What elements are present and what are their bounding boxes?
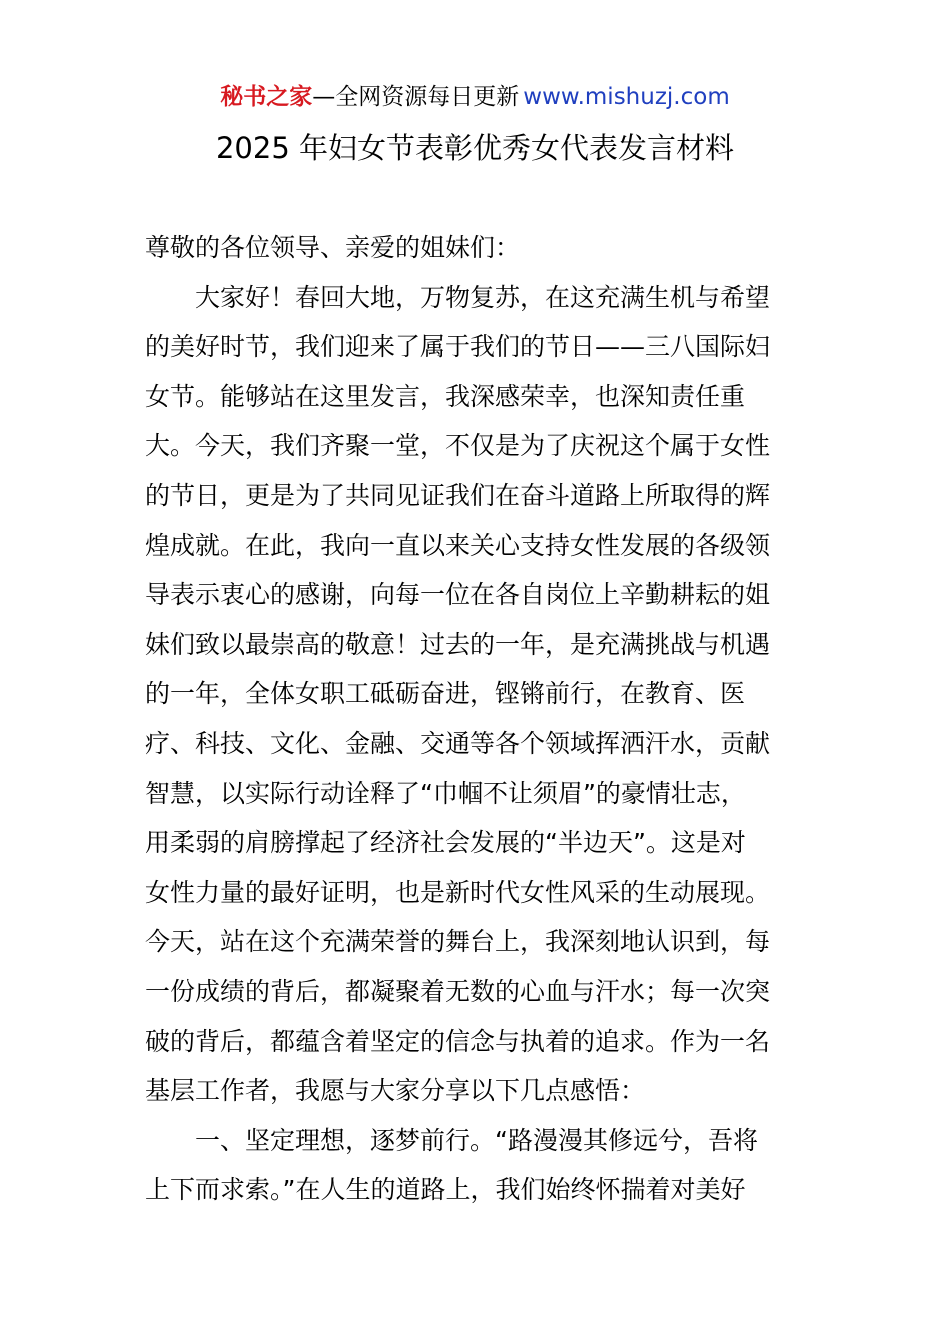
body-line: 煌成就。在此，我向一直以来关心支持女性发展的各级领 (145, 530, 771, 560)
body-line: 基层工作者，我愿与大家分享以下几点感悟： (145, 1076, 646, 1106)
body-line: 今天，站在这个充满荣誉的舞台上，我深刻地认识到，每 (145, 927, 771, 957)
body-line: 上下而求索。”在人生的道路上，我们始终怀揣着对美好 (145, 1175, 746, 1205)
body-line: 的节日，更是为了共同见证我们在奋斗道路上所取得的辉 (145, 480, 771, 510)
site-header (0, 80, 950, 114)
body-line: 一份成绩的背后，都凝聚着无数的心血与汗水；每一次突 (145, 976, 771, 1006)
body-line: 用柔弱的肩膀撑起了经济社会发展的“半边天”。这是对 (145, 828, 746, 858)
body-line: 女节。能够站在这里发言，我深感荣幸，也深知责任重 (145, 381, 746, 411)
body-line: 女性力量的最好证明，也是新时代女性风采的生动展现。 (145, 877, 771, 907)
body-line: 导表示衷心的感谢，向每一位在各自岗位上辛勤耕耘的姐 (145, 580, 771, 610)
body-line: 疗、科技、文化、金融、交通等各个领域挥洒汗水，贡献 (145, 728, 771, 758)
body-line: 的美好时节，我们迎来了属于我们的节日——三八国际妇 (145, 332, 771, 362)
body-line: 妹们致以最崇高的敬意！过去的一年，是充满挑战与机遇 (145, 629, 771, 659)
body-line: 大。今天，我们齐聚一堂，不仅是为了庆祝这个属于女性 (145, 431, 771, 461)
brand-name: 秘书之家 (220, 84, 313, 110)
document-body (145, 223, 815, 1215)
body-line: 尊敬的各位领导、亲爱的姐妹们： (145, 233, 521, 262)
body-line: 大家好！春回大地，万物复苏，在这充满生机与希望 (145, 282, 771, 312)
site-url-link[interactable]: www.mishuzj.com (523, 84, 730, 110)
body-line: 智慧，以实际行动诠释了“巾帼不让须眉”的豪情壮志， (145, 778, 746, 808)
document-title: 2025 年妇女节表彰优秀女代表发言材料 (215, 131, 735, 165)
body-line: 的一年，全体女职工砥砺奋进，铿锵前行，在教育、医 (145, 679, 746, 709)
body-line: 一、坚定理想，逐梦前行。“路漫漫其修远兮，吾将 (145, 1125, 758, 1155)
body-line: 破的背后，都蕴含着坚定的信念与执着的追求。作为一名 (145, 1026, 771, 1056)
header-tagline: —全网资源每日更新 (312, 84, 520, 110)
